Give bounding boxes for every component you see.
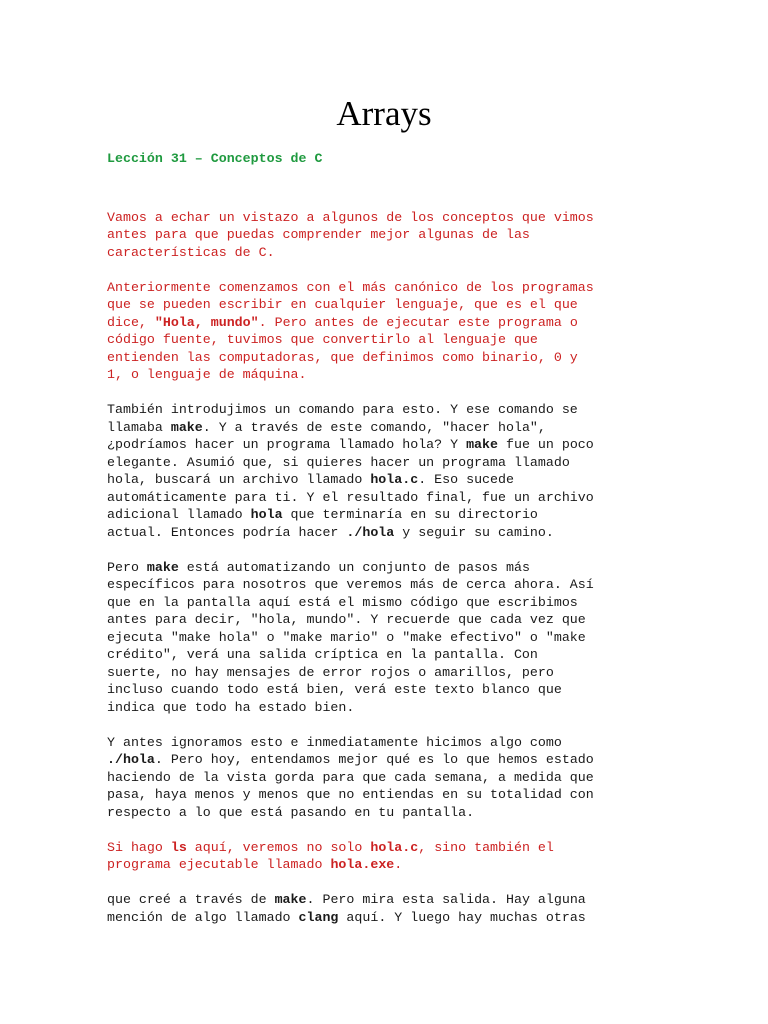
paragraph-clang-mention — [107, 891, 667, 926]
paragraph-text: . Pero hoy, entendamos mejor qué es lo que hemos estado haciendo de la vista gorda para que cada semana, a medida que pasa, haya menos y menos que no entiendas en su totalidad con respecto a lo que está pasando en tu pantalla. — [107, 752, 594, 820]
paragraph-text: y seguir su camino. — [394, 524, 554, 540]
paragraph-make-command — [107, 401, 667, 541]
paragraph-text: . — [394, 857, 403, 872]
code-term: ./hola — [107, 752, 155, 767]
code-term: ls — [170, 839, 187, 855]
paragraph-text: . Y a través de este comando, "hacer hola", ¿podríamos hacer un programa llamado hola? Y — [107, 419, 546, 452]
lesson-subtitle: Lección 31 – Conceptos de C — [107, 151, 323, 166]
paragraph-text: Anteriormente comenzamos con el más canónico de los programas que se pueden escribir en cualquier lenguaje, que es el que dice, — [107, 279, 594, 330]
paragraph-text: que creé a través de — [107, 892, 275, 907]
paragraph-text: fue un poco elegante. Asumió que, si quieres hacer un programa llamado hola, buscará un archivo llamado — [107, 437, 594, 487]
paragraph-text: aquí, veremos no solo — [186, 839, 371, 855]
paragraph-text: Y antes ignoramos esto e inmediatamente hicimos algo como — [107, 734, 562, 750]
document-body — [107, 150, 667, 926]
paragraph-text: También introdujimos un comando para esto. Y ese comando se llamaba — [107, 402, 578, 435]
paragraph-text: Si hago — [107, 839, 171, 855]
paragraph-text: , sino también el programa ejecutable llamado — [107, 839, 554, 872]
paragraph-text: Pero — [107, 559, 147, 575]
paragraph-ignored-output — [107, 734, 667, 822]
paragraph-text: . Eso sucede automáticamente para ti. Y el resultado final, fue un archivo adicional llamado — [107, 472, 594, 522]
paragraph-hola-mundo — [107, 279, 667, 384]
paragraph-text: . Pero antes de ejecutar este programa o código fuente, tuvimos que convertirlo al lenguaje que entienden las computadoras, que definimos como binario, 0 y 1, o lenguaje de máquina. — [107, 314, 578, 382]
code-term: hola.c — [370, 839, 419, 855]
code-term: ./hola — [346, 524, 395, 540]
code-term: make — [274, 892, 307, 907]
code-term: make — [146, 559, 179, 575]
code-term: hola.c — [370, 472, 419, 487]
bold-text: "Hola, mundo" — [154, 314, 259, 330]
paragraph-intro: Vamos a echar un vistazo a algunos de los conceptos que vimos antes para que puedas comprender mejor algunas de las características de C. — [107, 209, 594, 260]
code-term: hola — [250, 507, 283, 522]
paragraph-text: está automatizando un conjunto de pasos más específicos para nosotros que veremos más de cerca ahora. Así que en la pantalla aquí está el mismo código que escribimos antes para decir, "hola, mundo". Y recuerde que cada vez que ejecuta "make hola" o "make mario" o "make efectivo" o "make crédito", verá una salida críptica en la pantalla. Con suerte, no hay mensajes de error rojos o amarillos, pero incluso cuando todo está bien, verá este texto blanco que indica que todo ha estado bien. — [107, 559, 594, 715]
paragraph-make-automation — [107, 559, 667, 717]
code-term: make — [466, 437, 498, 452]
code-term: clang — [298, 909, 339, 925]
document-title: Arrays — [336, 94, 432, 133]
paragraph-text: aquí. Y luego hay muchas otras — [338, 909, 586, 925]
paragraph-text: . Pero mira esta salida. Hay alguna mención de algo llamado — [107, 892, 586, 925]
code-term: make — [170, 419, 203, 435]
code-term: hola.exe — [330, 857, 395, 872]
paragraph-ls-command — [107, 839, 667, 874]
paragraph-text: que terminaría en su directorio actual. Entonces podría hacer — [107, 507, 538, 540]
